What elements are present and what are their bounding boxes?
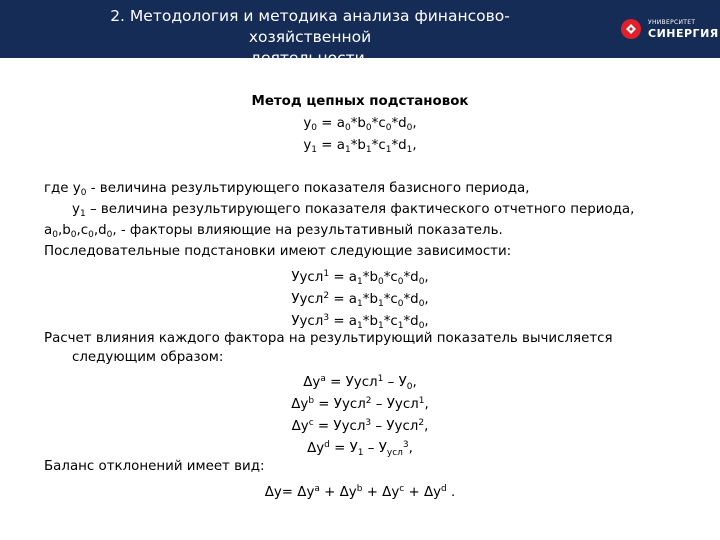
logo-name: СИНЕРГИЯ bbox=[648, 27, 719, 40]
y1-line: $y_1$ – величина результирующего показателя фактического отчетного периода, bbox=[72, 202, 635, 219]
sequential-line: Последовательные подстановки имеют следующие зависимости: bbox=[44, 244, 512, 259]
where-label: где y bbox=[44, 181, 81, 196]
formula-balance: $\Delta y= \Delta y^a + \Delta y^b + \Delta y^c + \Delta y^d$ . bbox=[264, 484, 456, 500]
balance-line: Баланс отклонений имеет вид: bbox=[44, 459, 265, 474]
formula-y1: $y_1 = a_1*b_1*c_1*d_1$, bbox=[303, 138, 417, 155]
where-line: где $y_0$ - величина результирующего показателя базисного периода, bbox=[44, 181, 530, 198]
y1-text: – величина результирующего показателя фактического отчетного периода, bbox=[89, 202, 635, 217]
logo-caption: УНИВЕРСИТЕТ bbox=[648, 19, 696, 26]
synergy-logo bbox=[620, 17, 719, 43]
formula-dyb: $\Delta y^b$ = Уусл$^2$ – Уусл$^1$, bbox=[291, 396, 429, 412]
slide-title bbox=[60, 6, 560, 69]
where-y0-text: - величина результирующего показателя базисного периода, bbox=[86, 181, 530, 196]
header-bar bbox=[0, 0, 720, 67]
method-title: Метод цепных подстановок bbox=[251, 94, 469, 109]
formula-y0: $y_0 = a_0*b_0*c_0*d_0$, bbox=[303, 116, 417, 133]
logo-mark-icon bbox=[620, 18, 642, 40]
formula-dyd: $\Delta y^d = У_1 - У_{усл}^3$, bbox=[307, 440, 413, 458]
formula-ycond3: Уусл$^3$ = $a_1*b_1*c_1*d_0$, bbox=[291, 313, 429, 331]
formula-ycond2: Уусл$^2$ = $a_1*b_1*c_0*d_0$, bbox=[291, 291, 429, 309]
calc-line1: Расчет влияния каждого фактора на результирующий показатель вычисляется bbox=[44, 331, 613, 346]
formula-dyc: $\Delta y^c$ = Уусл$^3$ – Уусл$^2$, bbox=[291, 418, 429, 434]
slide-title-line2: деятельности. bbox=[250, 49, 370, 67]
factors-line: $a_0,b_0,c_0,d_0$, - факторы влияющие на результативный показатель. bbox=[44, 223, 503, 240]
formula-dya: $\Delta y^a$ = Уусл$^1$ – $У_0$, bbox=[303, 374, 417, 392]
formula-ycond1: Уусл$^1$ = $a_1*b_0*c_0*d_0$, bbox=[291, 269, 429, 287]
factors-text: , - факторы влияющие на результативный показатель. bbox=[112, 223, 503, 238]
slide-title-line1: 2. Методология и методика анализа финансово-хозяйственной bbox=[110, 7, 510, 46]
calc-line2: следующим образом: bbox=[72, 350, 224, 365]
